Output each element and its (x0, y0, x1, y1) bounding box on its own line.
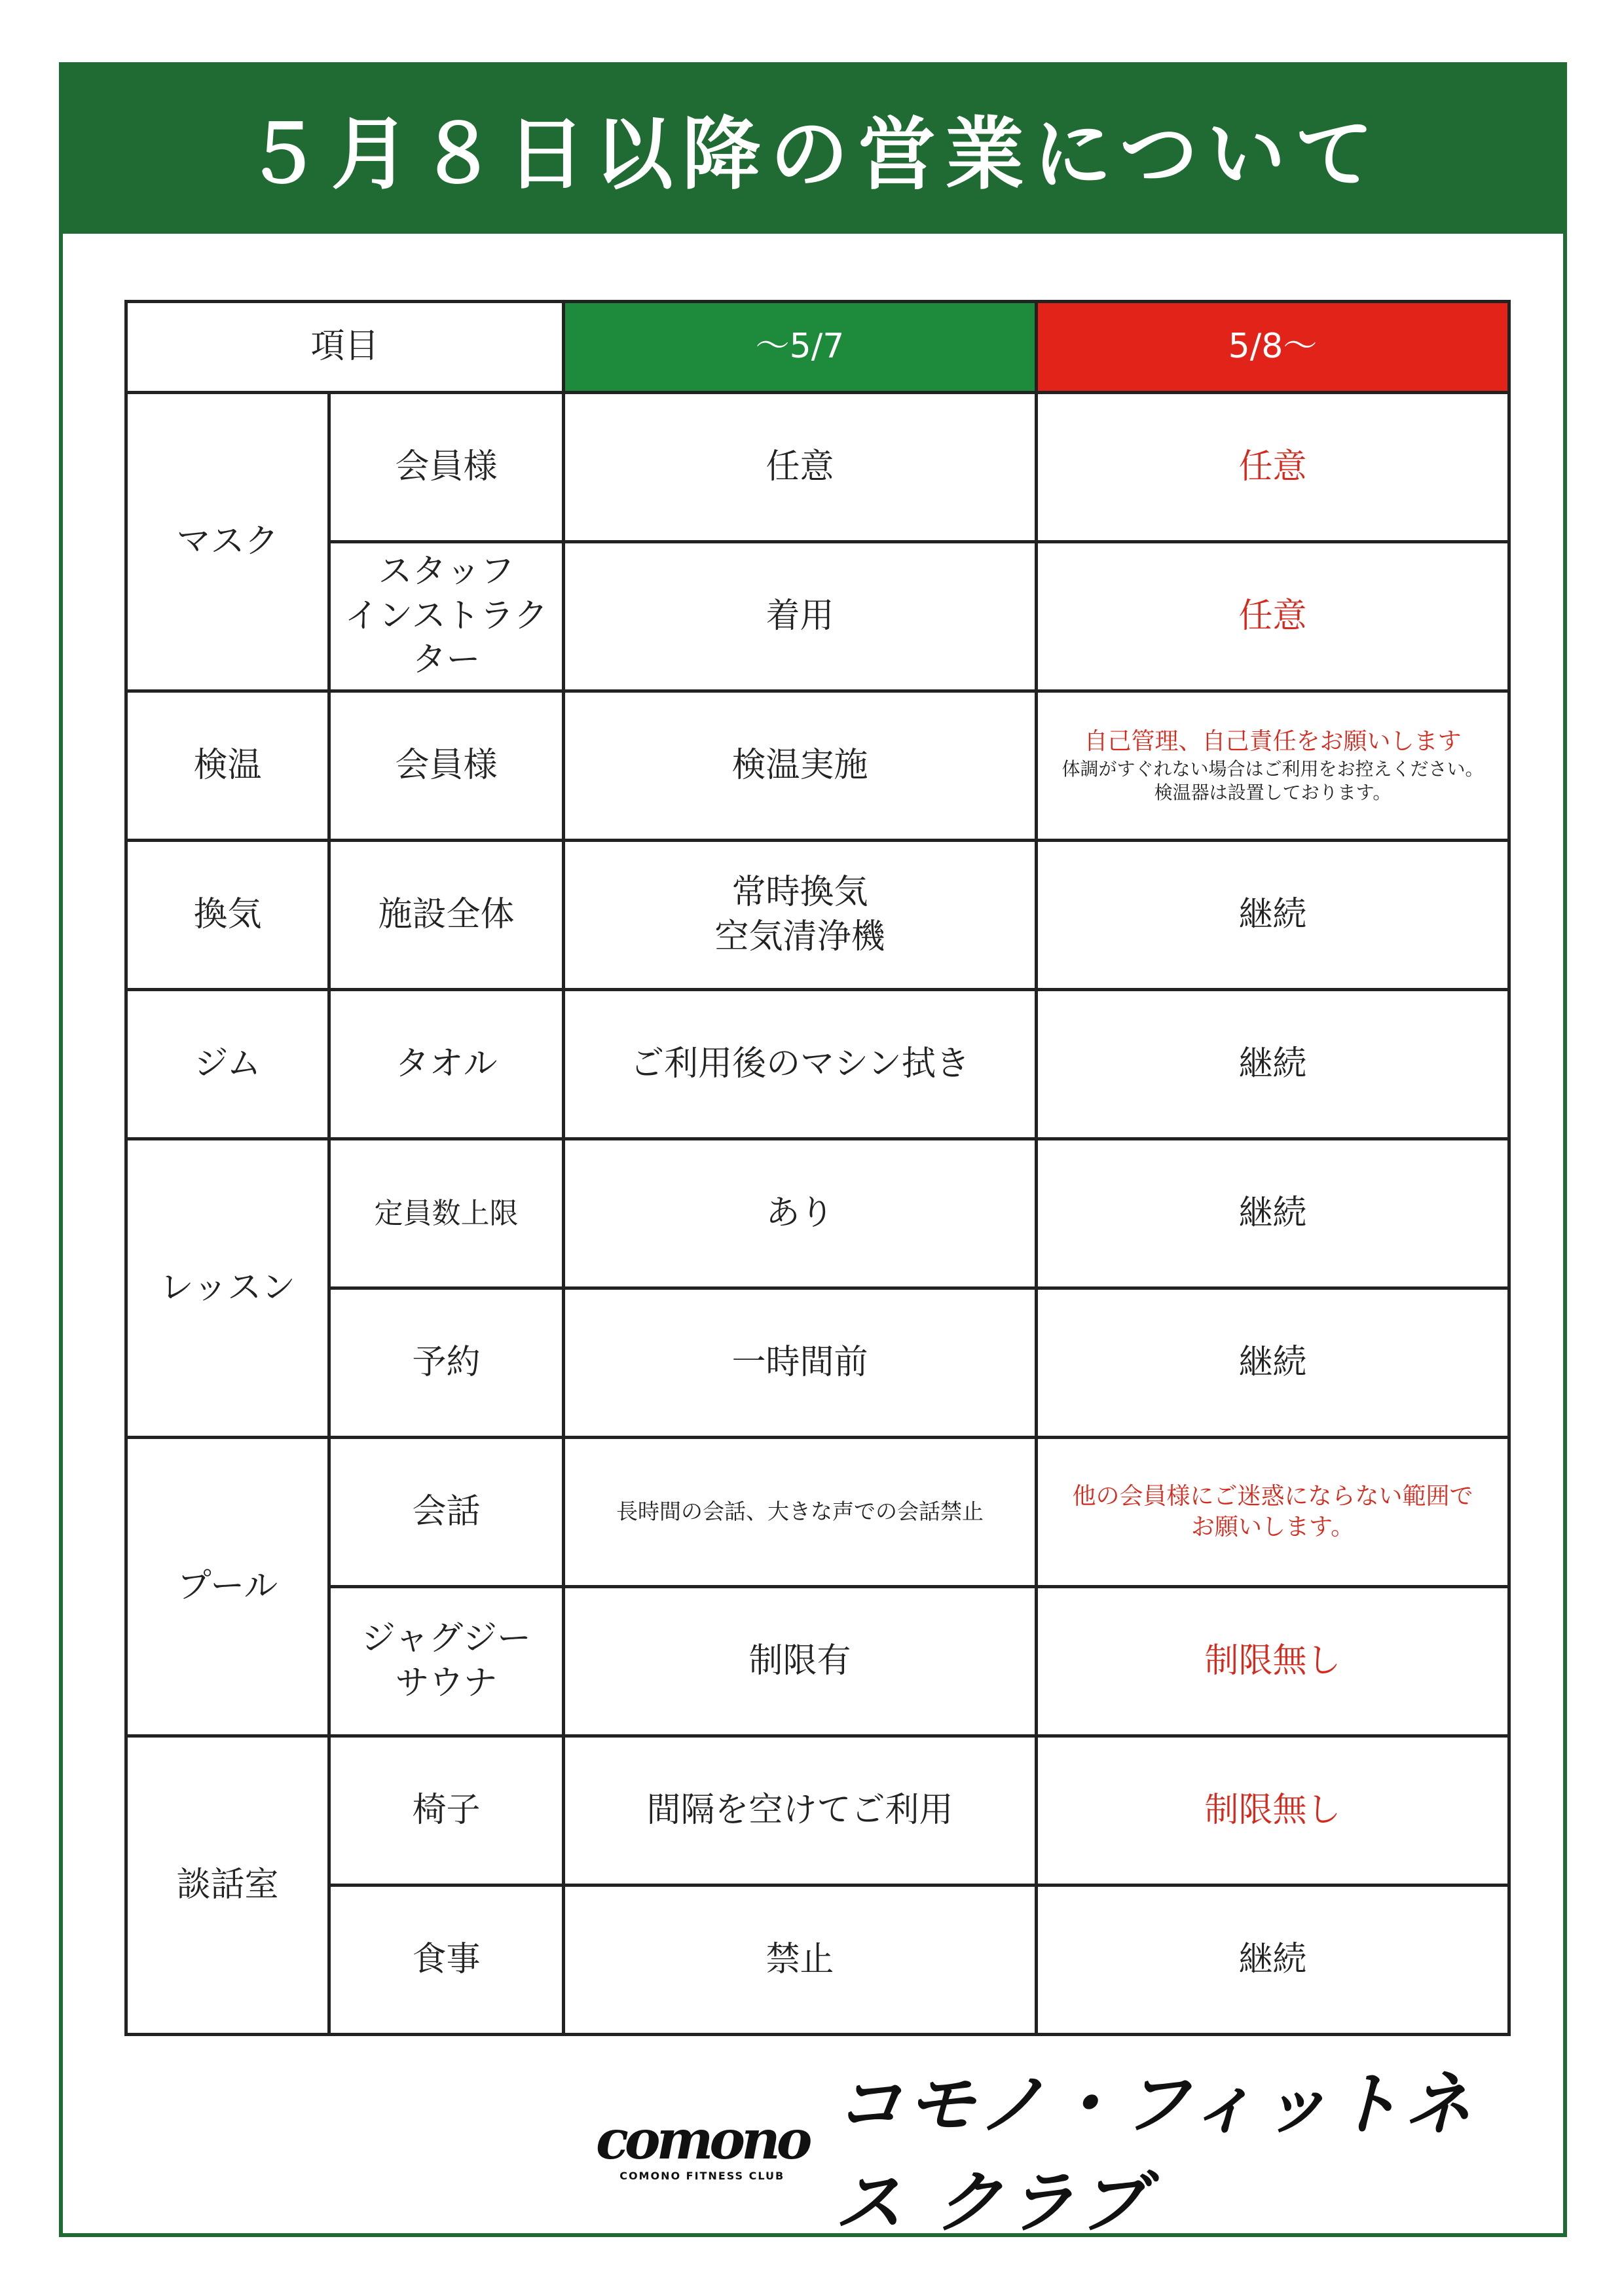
subject-cell: 椅子 (329, 1736, 564, 1886)
category-cell: 検温 (126, 691, 329, 841)
subject-cell: 定員数上限 (329, 1139, 564, 1288)
before-cell (564, 841, 1037, 990)
after-cell: 制限無し (1037, 1587, 1509, 1736)
before-cell: 間隔を空けてご利用 (564, 1736, 1037, 1886)
before-line: 常時換気 (731, 872, 868, 912)
after-cell: 継続 (1037, 1886, 1509, 2035)
table-row (126, 1438, 1509, 1587)
header-before: ～5/7 (564, 302, 1037, 393)
category-cell: 談話室 (126, 1736, 329, 2035)
note-line: 体調がすぐれない場合はご利用をお控えください。 (1061, 757, 1484, 780)
note-line: お願いします。 (1190, 1513, 1355, 1540)
subject-cell (329, 542, 564, 691)
before-cell: 一時間前 (564, 1288, 1037, 1438)
before-cell: 任意 (564, 393, 1037, 542)
before-line: 空気清浄機 (714, 917, 885, 957)
subject-cell: 施設全体 (329, 841, 564, 990)
header-after: 5/8～ (1037, 302, 1509, 393)
before-cell: 長時間の会話、大きな声での会話禁止 (564, 1438, 1037, 1587)
note-line: 自己管理、自己責任をお願いします (1084, 727, 1462, 755)
category-cell: プール (126, 1438, 329, 1736)
subject-cell: 予約 (329, 1288, 564, 1438)
schedule-table (124, 300, 1511, 2036)
after-cell: 継続 (1037, 990, 1509, 1139)
subject-line: スタッフ (378, 552, 515, 592)
subject-line: インストラクター (344, 596, 548, 680)
title-banner (59, 62, 1567, 234)
table-row (126, 841, 1509, 990)
subject-cell (329, 1587, 564, 1736)
table-row (126, 393, 1509, 542)
after-cell: 継続 (1037, 1288, 1509, 1438)
after-cell: 継続 (1037, 841, 1509, 990)
category-cell: ジム (126, 990, 329, 1139)
logo-script: comono (596, 2108, 809, 2172)
table-row (126, 1587, 1509, 1736)
note-line: 他の会員様にご迷惑にならない範囲で (1072, 1482, 1473, 1510)
subject-line: ジャグジー (361, 1618, 531, 1658)
subject-cell: 会話 (329, 1438, 564, 1587)
table-row (126, 542, 1509, 691)
subject-line: サウナ (395, 1663, 498, 1703)
category-cell: マスク (126, 393, 329, 691)
table-row (126, 691, 1509, 841)
category-cell: レッスン (126, 1139, 329, 1438)
before-cell: 着用 (564, 542, 1037, 691)
after-cell: 継続 (1037, 1139, 1509, 1288)
table-row (126, 990, 1509, 1139)
subject-cell: 食事 (329, 1886, 564, 2035)
table-header-row (126, 302, 1509, 393)
subject-cell: 会員様 (329, 393, 564, 542)
subject-cell: 会員様 (329, 691, 564, 841)
after-cell (1037, 1438, 1509, 1587)
after-cell: 任意 (1037, 393, 1509, 542)
club-logo (596, 2108, 809, 2182)
subject-cell: タオル (329, 990, 564, 1139)
brand-name: コモノ・フィットネス クラブ (834, 2064, 1477, 2242)
before-cell: ご利用後のマシン拭き (564, 990, 1037, 1139)
page-title: ５月８日以降の営業について (243, 109, 1383, 200)
after-cell: 任意 (1037, 542, 1509, 691)
before-cell: 検温実施 (564, 691, 1037, 841)
before-cell: 禁止 (564, 1886, 1037, 2035)
table-row (126, 1886, 1509, 2035)
table-row (126, 1736, 1509, 1886)
before-cell: あり (564, 1139, 1037, 1288)
table-row (126, 1288, 1509, 1438)
note-line: 検温器は設置しております。 (1154, 781, 1392, 803)
table-row (126, 1139, 1509, 1288)
after-cell (1037, 691, 1509, 841)
before-cell: 制限有 (564, 1587, 1037, 1736)
footer-brand (596, 2064, 1526, 2242)
category-cell: 換気 (126, 841, 329, 990)
after-cell: 制限無し (1037, 1736, 1509, 1886)
logo-subtitle: COMONO FITNESS CLUB (619, 2169, 785, 2182)
header-item: 項目 (126, 302, 564, 393)
